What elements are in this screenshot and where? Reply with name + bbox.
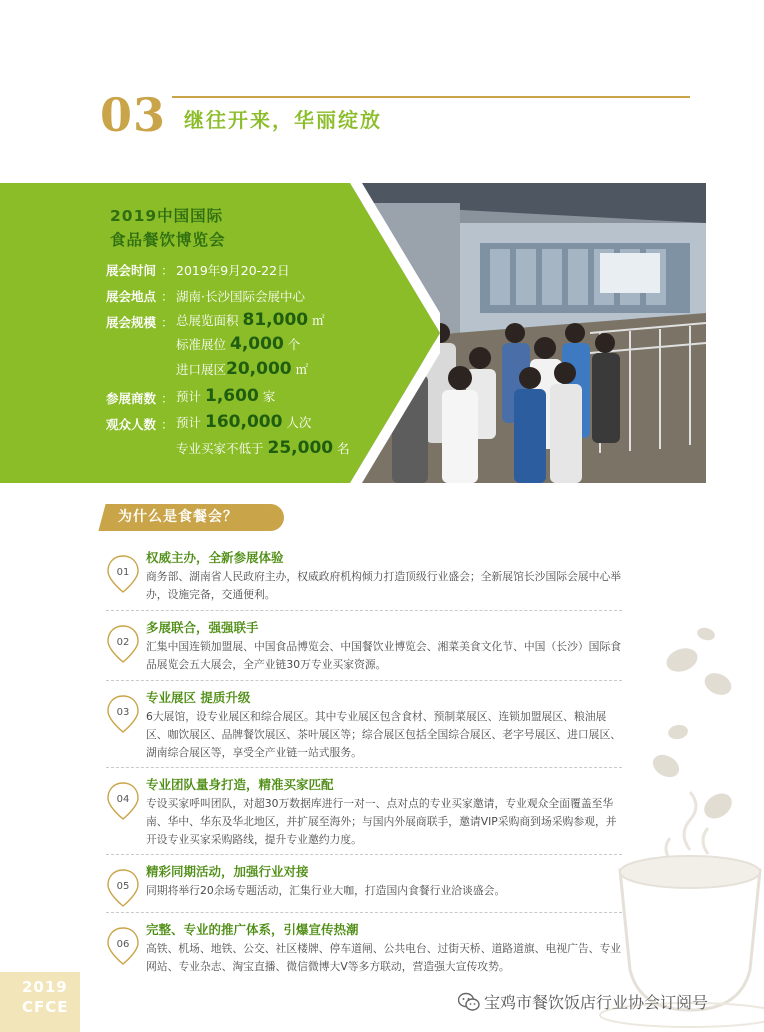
coffee-bean-icon [649,750,683,781]
wechat-watermark: 宝鸡市餐饮饭店行业协会订阅号 [484,993,709,1012]
colon: ： [161,417,174,432]
wechat-icon [458,992,480,1012]
reason-divider [106,767,622,768]
visitor-unit: 人次 [286,415,312,430]
time-value: 2019年9月20-22日 [176,263,290,278]
scale-area-value: 81,000 [242,310,309,330]
reason-title: 精彩同期活动，加强行业对接 [146,864,309,879]
section-number: 03 [100,88,167,142]
location-pin-icon [106,694,140,734]
reason-number: 05 [116,881,130,892]
coffee-bean-icon [696,626,716,642]
reason-number: 02 [116,637,130,648]
reason-number: 06 [116,939,130,950]
visitor-value: 160,000 [205,412,283,432]
visitor-line [176,412,311,432]
reason-body: 同期将举行20余场专题活动，汇集行业大咖，打造国内食餐行业洽谈盛会。 [146,884,506,897]
reason-title: 完整、专业的推广体系，引爆宣传热潮 [146,922,359,937]
exhibitor-line [176,386,275,406]
reason-body: 汇集中国连锁加盟展、中国食品博览会、中国餐饮业博览会、湘菜美食文化节、中国（长沙）国际食品展览会五大展会，全产业链30万专业买家资源。 [146,640,622,671]
scale-booth-value: 4,000 [230,334,284,354]
place-value: 湖南·长沙国际会展中心 [176,289,305,304]
colon: ： [161,391,174,406]
reason-divider [106,854,622,855]
colon: ： [161,289,174,304]
place-label: 展会地点 [106,289,157,304]
expo-title-line2: 食品餐饮博览会 [110,231,226,249]
header-divider [172,96,690,98]
time-label: 展会时间 [106,263,157,278]
scale-booth-line [176,334,300,354]
scale-import-unit: ㎡ [295,362,309,377]
location-pin-icon [106,781,140,821]
reason-body: 高铁、机场、地铁、公交、社区楼牌、停车道闸、公共电台、过街天桥、道路道旗、电视广告、专业网站、专业杂志、淘宝直播、微信微博大V等多方联动，营造强大宣传攻势。 [146,942,622,973]
reason-number: 04 [116,794,130,805]
buyer-value: 25,000 [267,438,334,458]
reason-divider [106,680,622,681]
reason-body: 6大展馆，设专业展区和综合展区。其中专业展区包含食材、预制菜展区、连锁加盟展区、粮油展区、咖饮展区、品牌餐饮展区、茶叶展区等；综合展区包括全国综合展区、老字号展区、进口展区、湖南综合展区等，享受全产业链一站式服务。 [146,710,622,759]
exhibitor-label: 参展商数 [106,391,157,406]
footer-brand: CFCE [22,998,69,1016]
coffee-bean-icon [701,669,735,699]
footer-year: 2019 [22,978,68,996]
buyer-line [176,438,350,458]
scale-import-line [176,359,308,379]
scale-area-line [176,310,325,330]
reason-number: 01 [116,567,130,578]
exhibitor-value: 1,600 [205,386,259,406]
scale-import-value: 20,000 [226,359,292,379]
coffee-bean-icon [667,723,689,740]
expo-title-line1: 2019中国国际 [110,207,224,225]
buyer-prefix: 专业买家不低于 [176,441,264,456]
scale-import-prefix: 进口展区 [176,362,227,377]
visitor-prefix: 预计 [176,415,202,430]
coffee-bean-icon [663,644,701,676]
reason-body: 专设买家呼叫团队，对超30万数据库进行一对一、点对点的专业买家邀请，专业观众全面覆盖至华南、华中、华东及华北地区，并扩展至海外；与国内外展商联手，邀请VIP采购商到场采购参观，并开设专业买家采购路线，提升专业邀约力度。 [146,797,617,846]
scale-area-unit: ㎡ [312,313,325,328]
buyer-unit: 名 [337,441,350,456]
location-pin-icon [106,554,140,594]
scale-booth-unit: 个 [287,337,301,352]
reason-body: 商务部、湖南省人民政府主办，权威政府机构倾力打造顶级行业盛会；全新展馆长沙国际会展中心举办，设施完备，交通便利。 [146,570,622,601]
reason-divider [106,610,622,611]
why-heading: 为什么是食餐会？ [106,504,284,531]
reason-title: 专业展区 提质升级 [146,690,251,705]
section-title: 继往开来，华丽绽放 [184,108,382,132]
reason-title: 专业团队量身打造，精准买家匹配 [146,777,334,792]
reason-number: 03 [116,707,130,718]
reason-title: 多展联合，强强联手 [146,620,259,635]
colon: ： [161,263,174,278]
colon: ： [161,315,174,330]
exhibitor-unit: 家 [262,389,276,404]
scale-booth-prefix: 标准展位 [176,337,227,352]
exhibitor-prefix: 预计 [176,389,202,404]
location-pin-icon [106,868,140,908]
scale-area-prefix: 总展览面积 [176,313,239,328]
location-pin-icon [106,624,140,664]
reason-divider [106,912,622,913]
reason-title: 权威主办，全新参展体验 [146,550,284,565]
coffee-bean-icon [699,788,736,823]
visitor-label: 观众人数 [106,417,157,432]
scale-label: 展会规模 [106,315,157,330]
location-pin-icon [106,926,140,966]
expo-banner [0,183,764,483]
